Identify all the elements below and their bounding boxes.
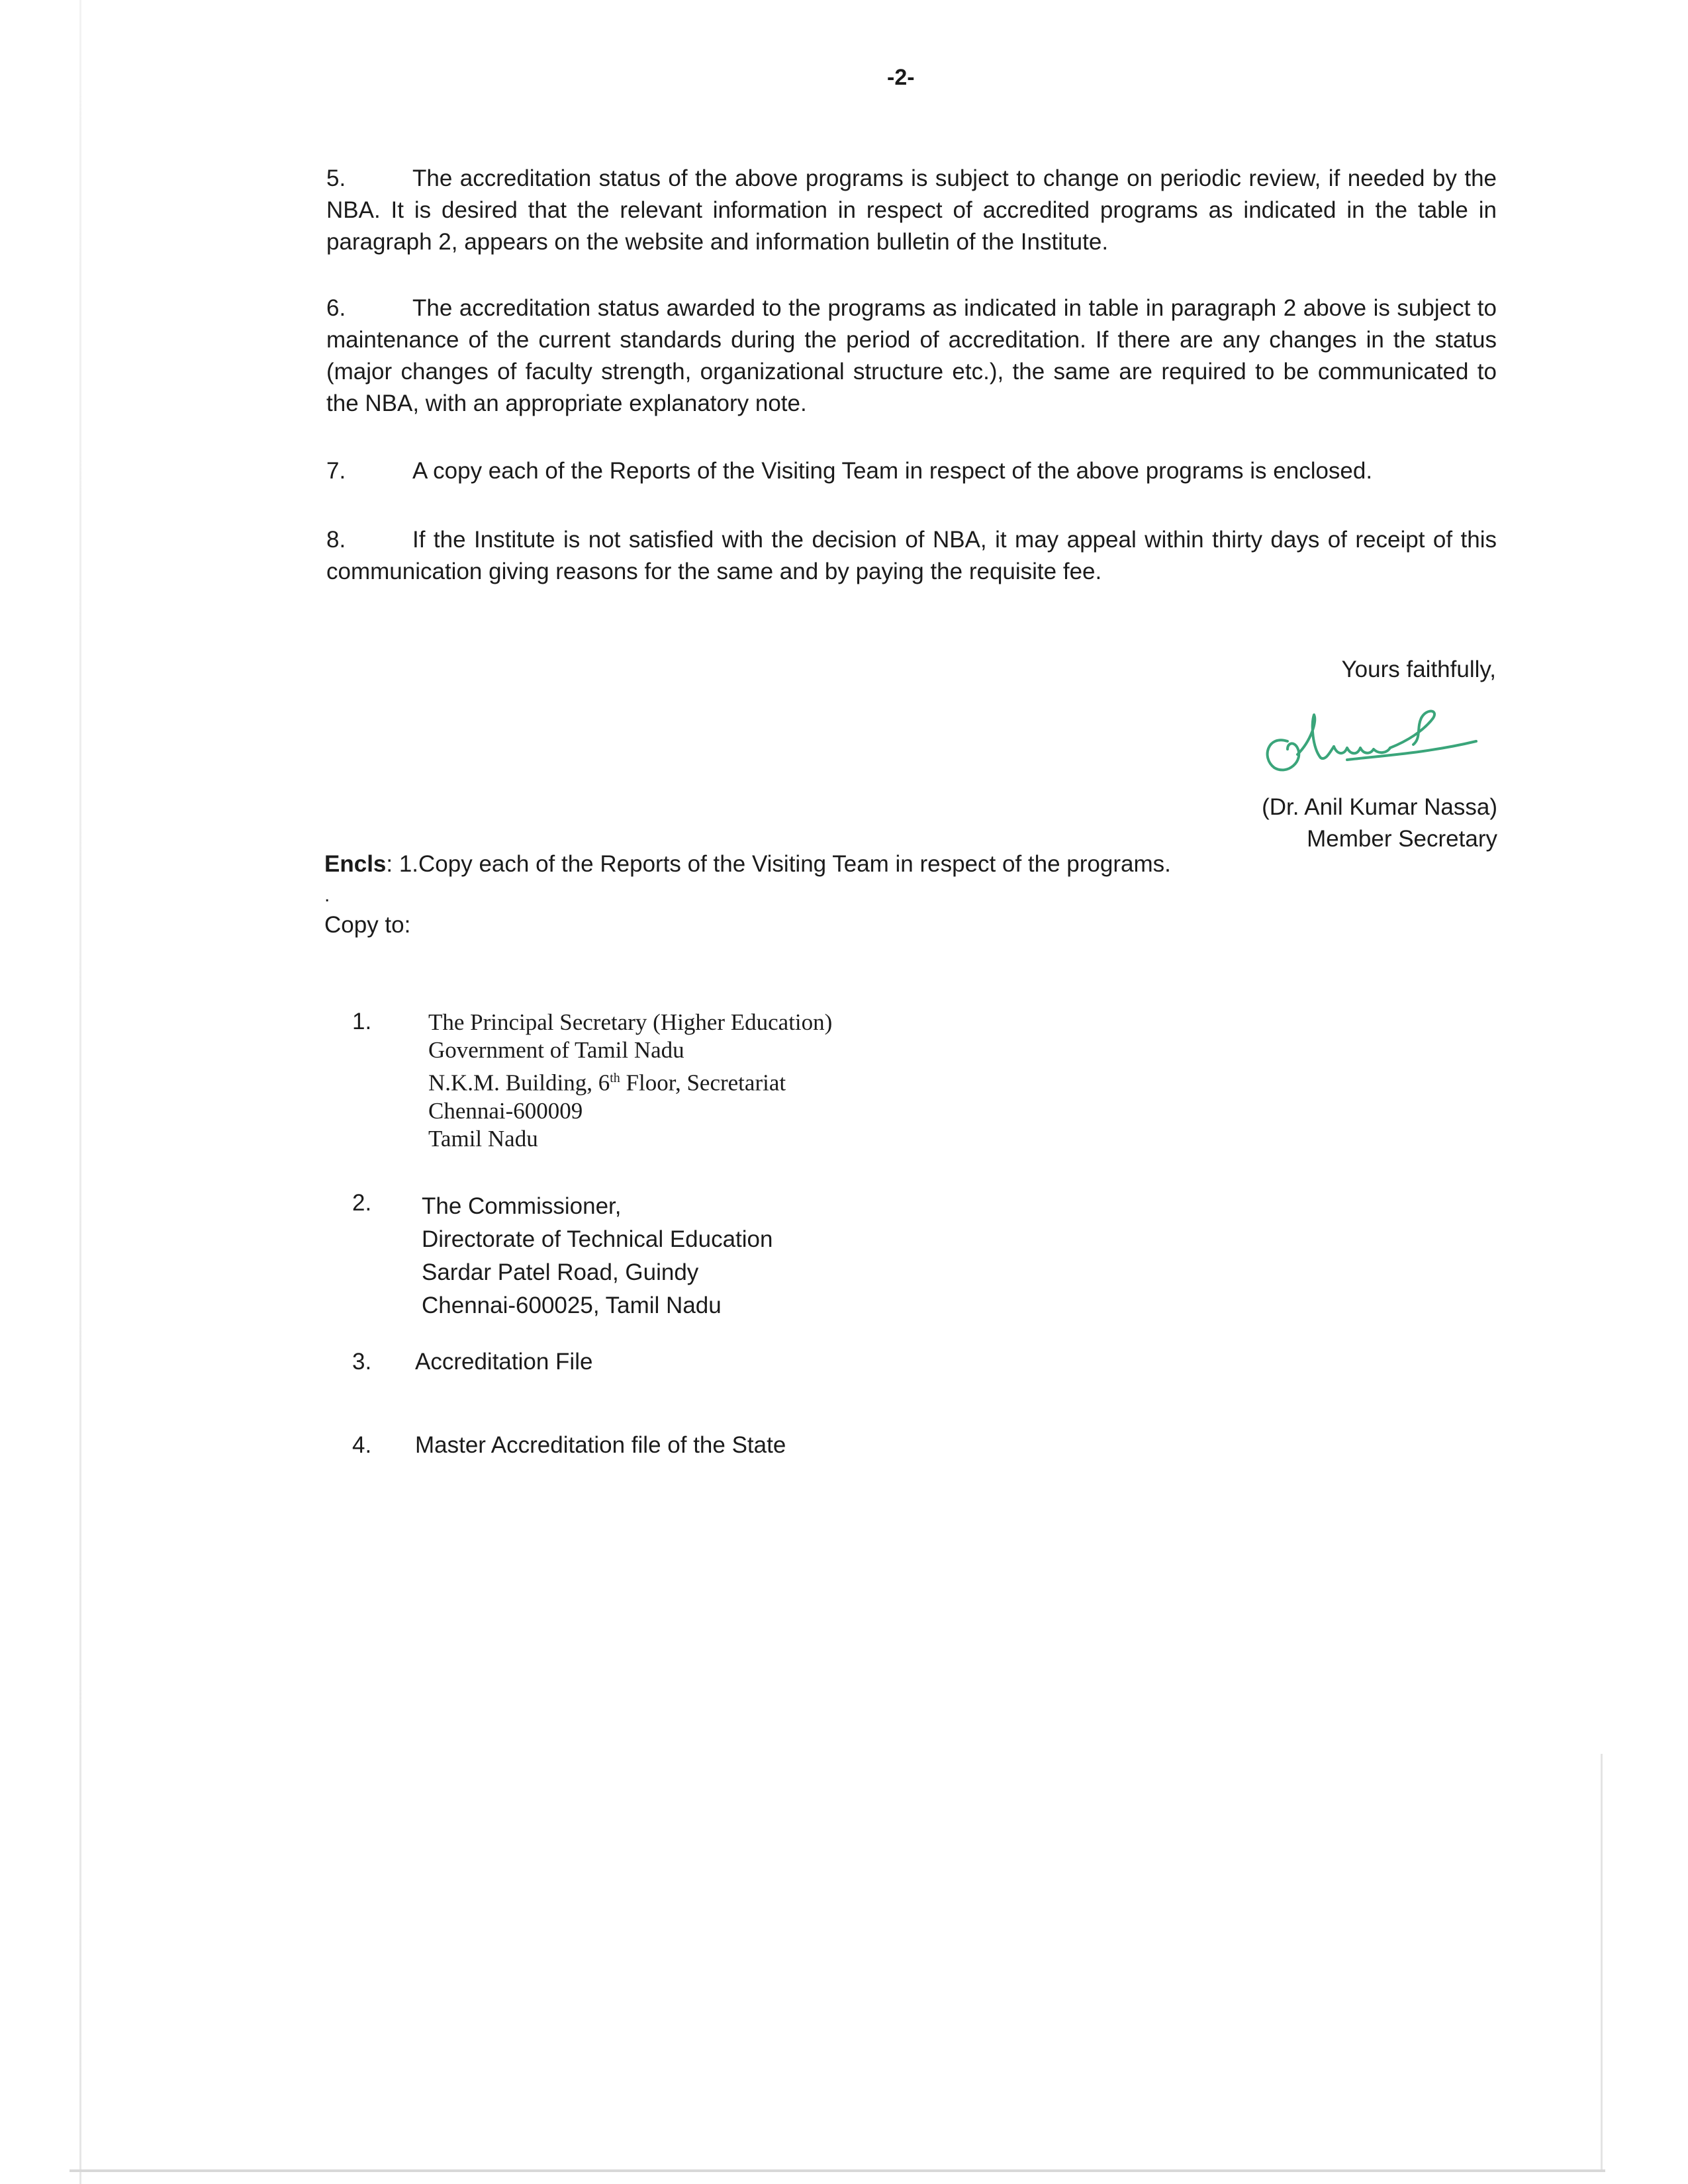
signer-name: (Dr. Anil Kumar Nassa)	[1262, 794, 1497, 820]
signature-image	[1248, 695, 1499, 788]
paragraph-text: The accreditation status of the above programs is subject to change on periodic review, if needed by the NBA. It is desired that the relevant information in respect of accredited programs as indicated in the table in paragraph 2, appears on the website and information bulletin of the Institute.	[326, 165, 1497, 255]
paragraph-5	[326, 163, 1497, 258]
copy-item-text	[415, 1432, 786, 1459]
address-line: The Principal Secretary (Higher Education)	[428, 1009, 833, 1035]
page-number: -2-	[887, 65, 915, 90]
address-line: Tamil Nadu	[428, 1125, 538, 1152]
stray-dot: .	[324, 884, 330, 906]
copy-item-number: 1.	[352, 1009, 372, 1034]
copy-item-address	[428, 1009, 832, 1153]
copy-item-text	[415, 1349, 592, 1375]
scan-edge-right	[1601, 1754, 1603, 2171]
copy-item-number: 3.	[352, 1349, 372, 1375]
enclosures-line	[324, 851, 1171, 878]
signer-block	[1125, 792, 1497, 855]
paragraph-7	[326, 455, 1497, 487]
scan-edge-bottom	[70, 2169, 1605, 2172]
address-line: Accreditation File	[415, 1349, 593, 1375]
paragraph-text: If the Institute is not satisfied with the decision of NBA, it may appeal within thirty days of receipt of this communication giving reasons for the same and by paying the requisite fee.	[326, 527, 1497, 584]
enclosures-label: Encls	[324, 851, 387, 877]
paragraph-8	[326, 524, 1497, 588]
closing-salutation: Yours faithfully,	[1341, 657, 1496, 682]
address-line: Chennai-600009	[428, 1097, 583, 1124]
paragraph-number: 7.	[326, 458, 346, 484]
enclosures-text: : 1.Copy each of the Reports of the Visiting Team in respect of the programs.	[386, 851, 1171, 877]
paragraph-6	[326, 293, 1497, 420]
paragraph-number: 5.	[326, 165, 346, 191]
paragraph-number: 6.	[326, 295, 346, 321]
address-line: The Commissioner,	[422, 1193, 622, 1219]
address-line: Government of Tamil Nadu	[428, 1037, 684, 1063]
copy-to-label: Copy to:	[324, 912, 411, 938]
copy-item-address	[422, 1190, 773, 1322]
address-line: Master Accreditation file of the State	[415, 1432, 786, 1458]
address-line: Directorate of Technical Education	[422, 1226, 773, 1252]
paragraph-text: The accreditation status awarded to the programs as indicated in table in paragraph 2 above is subject to maintenance of the current standards during the period of accreditation. If there are any changes in the status (major changes of faculty strength, organizational structure etc.), the same are required to be communicated to the NBA, with an appropriate explanatory note.	[326, 295, 1497, 416]
address-line: Sardar Patel Road, Guindy	[422, 1259, 699, 1285]
paragraph-text: A copy each of the Reports of the Visiting Team in respect of the above programs is enclosed.	[412, 458, 1373, 484]
scan-edge-left	[79, 0, 81, 2184]
ordinal-suffix: th	[610, 1071, 620, 1085]
address-line: Chennai-600025, Tamil Nadu	[422, 1293, 722, 1318]
copy-item-number: 2.	[352, 1190, 372, 1216]
paragraph-number: 8.	[326, 527, 346, 553]
copy-item-number: 4.	[352, 1432, 372, 1458]
signer-title: Member Secretary	[1307, 826, 1497, 852]
address-line: N.K.M. Building, 6th Floor, Secretariat	[428, 1069, 786, 1096]
